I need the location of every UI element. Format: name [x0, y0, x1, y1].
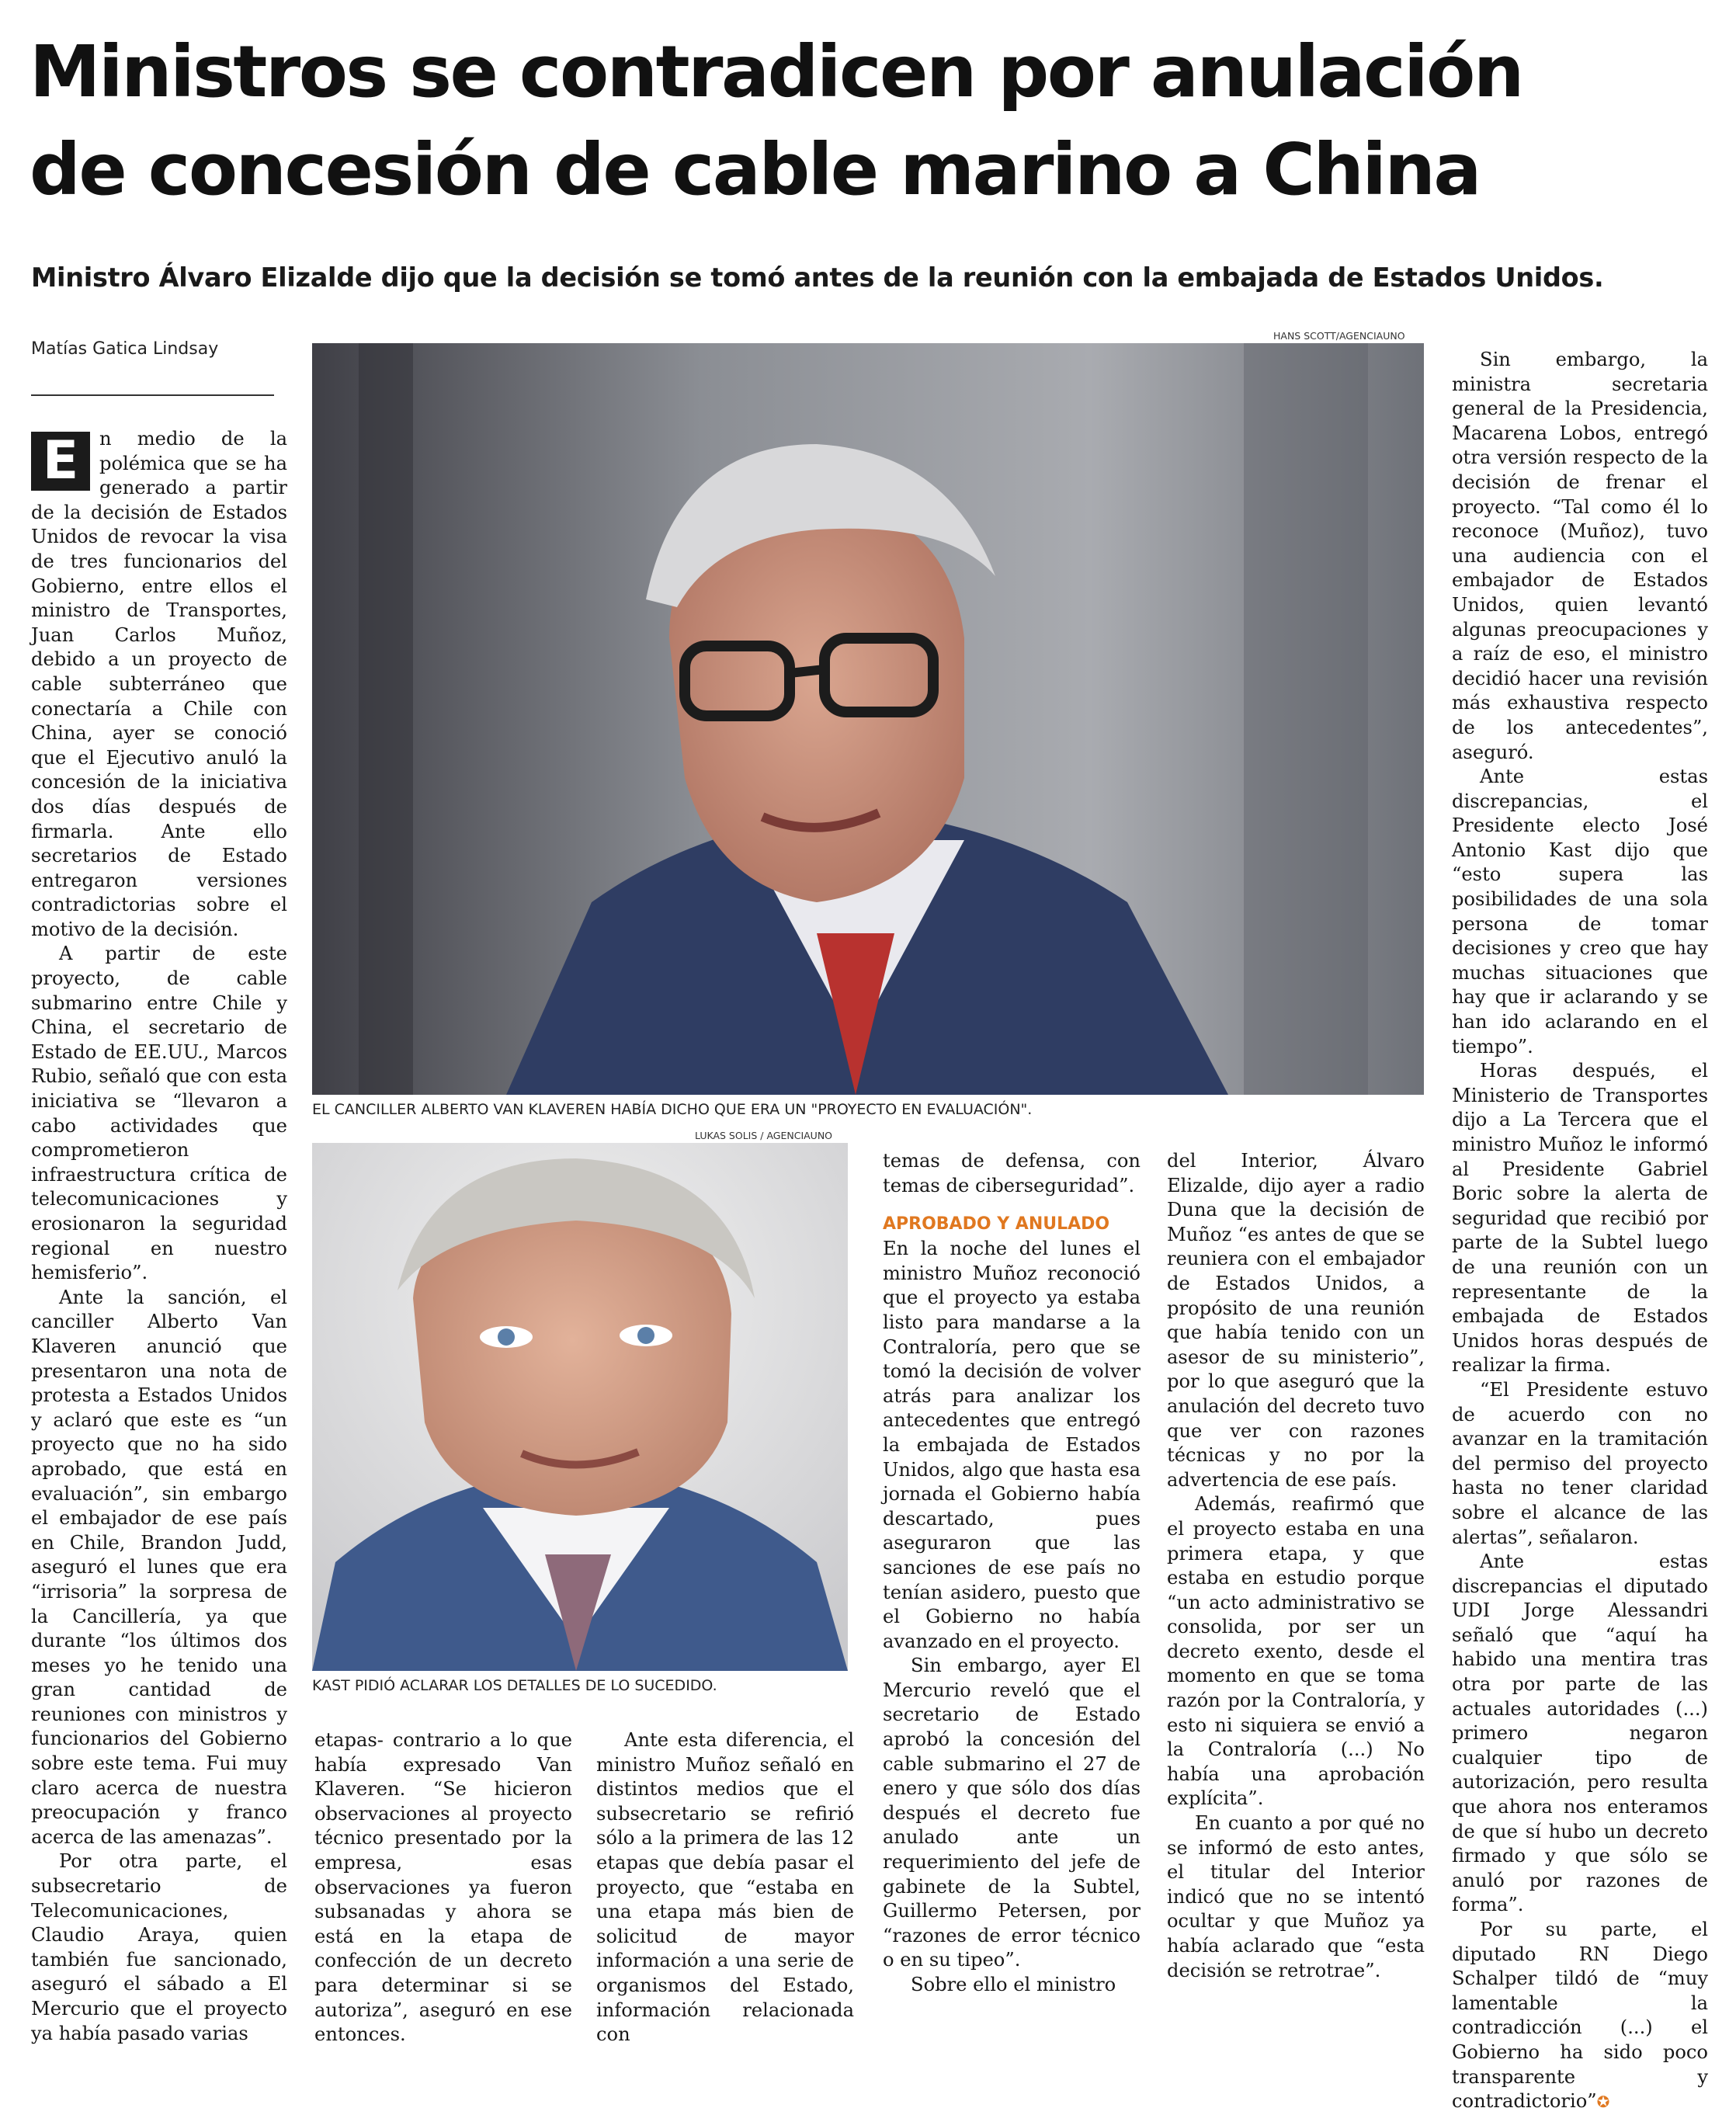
paragraph: Sin embargo, la ministra secretaria general de la Presidencia, Macarena Lobos, entregó otra versión respecto de la decisión de frenar el proyecto. “Tal como él lo reconoce (Muñoz), tuvo una audiencia con el embajador de Estados Unidos, quien levantó algunas preocupaciones y a raíz de eso, el ministro decidió hacer una revisión más exhaustiva respecto de los antecedentes”, aseguró. — [1452, 349, 1708, 763]
paragraph: Sin embargo, ayer El Mercurio reveló que el secretario de Estado aprobó la concesión del cable submarino el 27 de enero y que sólo dos días después el decreto fue anulado ante un requerimiento del jefe de gabinete de la Subtel, Guillermo Petersen, por “razones de error técnico o en su tipeo”. — [883, 1655, 1141, 1971]
paragraph: Ante esta diferencia, el ministro Muñoz señaló en distintos medios que el subsecretario se refirió sólo a la primera de las 12 etapas que debía pasar el proyecto, que “estaba en una etapa más bien de solicitud de mayor información a una serie de organismos del Estado, información relacionada con — [596, 1729, 854, 2046]
paragraph: Horas después, el Ministerio de Transportes dijo a La Tercera que el ministro Muñoz le informó al Presidente Gabriel Boric sobre la alerta de seguridad que recibió por parte de la Subtel luego de una reunión con un representante de la embajada de Estados Unidos horas después de realizar la firma. — [1452, 1060, 1708, 1377]
headline — [30, 23, 1714, 219]
paragraph-3: Ante la sanción, el canciller Alberto Van Klaveren anunció que presentaron una nota de protesta a Estados Unidos y aclaró que este es “un proyecto que no ha sido aprobado, que está en evaluación”, sin embargo el embajador de ese país en Chile, Brandon Judd, aseguró el lunes que era “irrisoria” la sorpresa de la Cancillería, ya que durante “los últimos dos meses yo he tenido una gran cantidad de reuniones con ministros y funcionarios del Gobierno sobre este tema. Fui muy claro acerca de nuestra preocupación y franco acerca de las amenazas”. — [31, 1286, 287, 1848]
paragraph-2: A partir de este proyecto, de cable submarino entre Chile y China, el secretario de Estado de EE.UU., Marcos Rubio, señaló que con esta iniciativa se “llevaron a cabo actividades que comprometieron infraestructura crítica de telecomunicaciones y erosionaron la seguridad regional en nuestro hemisferio”. — [31, 943, 287, 1284]
drop-cap: E — [31, 432, 90, 491]
paragraph-continued: temas de defensa, con temas de ciberseguridad”. — [883, 1150, 1141, 1196]
photo1-credit: HANS SCOTT/AGENCIAUNO — [1273, 330, 1405, 342]
photo-van-klaveren — [312, 343, 1424, 1095]
paragraph-4: Por otra parte, el subsecretario de Telecomunicaciones, Claudio Araya, quien también fue sancionado, aseguró el sábado a El Mercurio que el proyecto ya había pasado varias — [31, 1850, 287, 2044]
photo2-caption: KAST PIDIÓ ACLARAR LOS DETALLES DE LO SUCEDIDO. — [312, 1677, 717, 1694]
article-column-2 — [314, 1728, 572, 2047]
end-mark-icon: ✪ — [1596, 2092, 1610, 2112]
paragraph: En cuanto a por qué no se informó de esto antes, el titular del Interior indicó que no se intentó ocultar y que Muñoz ya había aclarado que “esta decisión se retrotrae”. — [1167, 1812, 1425, 1981]
paragraph: Ante estas discrepancias el diputado UDI Jorge Alessandri señaló que “aquí ha habido una mentira tras otra por parte de las actuales autoridades (...) primero negaron cualquier tipo de autorización, pero resulta que ahora nos enteramos de que sí hubo un decreto firmado y que sólo se anuló por razones de forma”. — [1452, 1551, 1708, 1916]
article-column-1 — [31, 427, 287, 2046]
portrait-van-klaveren-image — [312, 343, 1424, 1095]
paragraph: Ante estas discrepancias, el Presidente electo José Antonio Kast dijo que “esto supera las posibilidades de una sola persona de tomar decisiones y creo que hay muchas situaciones que hay que ir aclarando y se han ido aclarando en el tiempo”. — [1452, 766, 1708, 1058]
paragraph: Por su parte, el diputado RN Diego Schalper tildó de “muy lamentable la contradicción (...) el Gobierno ha sido poco transparente y contradictorio”✪ — [1452, 1919, 1708, 2113]
paragraph: “El Presidente estuvo de acuerdo con no avanzar en la tramitación del permiso del proyecto hasta no tener claridad sobre el alcance de las alertas”, señalaron. — [1452, 1378, 1708, 1548]
article-column-6 — [1452, 348, 1708, 2115]
byline-rule — [31, 394, 274, 396]
paragraph: Sobre ello el ministro — [911, 1974, 1116, 1995]
paragraph: En la noche del lunes el ministro Muñoz reconoció que el proyecto ya estaba listo para mandarse a la Contraloría, pero que se tomó la decisión de volver atrás para analizar los antecedentes que entregó la embajada de Estados Unidos, algo que hasta esa jornada el Gobierno había descartado, pues aseguraron que las sanciones de ese país no tenían asidero, puesto que el Gobierno no había avanzado en el proyecto. — [883, 1238, 1141, 1652]
article-column-5 — [1167, 1149, 1425, 1983]
byline: Matías Gatica Lindsay — [31, 339, 219, 359]
paragraph: Además, reafirmó que el proyecto estaba en una primera etapa, y que estaba en estudio porque “un acto administrativo se consolida, por ser un decreto exento, desde el momento en que se toma razón por la Contraloría, y esto ni siquiera se envió a la Contraloría (...) No había una aprobación explícita”. — [1167, 1493, 1425, 1810]
article-column-4 — [883, 1149, 1141, 1998]
photo2-credit: LUKAS SOLIS / AGENCIAUNO — [695, 1130, 833, 1141]
paragraph-continued: etapas- contrario a lo que había expresado Van Klaveren. “Se hicieron observaciones al proyecto técnico presentado por la empresa, esas observaciones ya fueron subsanadas y ahora se está en la etapa de confección de un decreto para determinar si se autoriza”, aseguró en ese entonces. — [314, 1729, 572, 2046]
headline-line-2: de concesión de cable marino a China — [30, 128, 1481, 211]
headline-line-1: Ministros se contradicen por anulación — [30, 30, 1522, 113]
photo-kast — [312, 1143, 848, 1671]
deck-subtitle: Ministro Álvaro Elizalde dijo que la decisión se tomó antes de la reunión con la embajada de Estados Unidos. — [31, 262, 1604, 293]
article-column-3 — [596, 1728, 854, 2047]
section-subhead: APROBADO Y ANULADO — [883, 1214, 1110, 1235]
paragraph-1: E n medio de la polémica que se ha generado a partir de la decisión de Estados Unidos de revocar la visa de tres funcionarios del Gobierno, entre ellos el ministro de Transportes, Juan Carlos Muñoz, debido a un proyecto de cable subterráneo que conectaría a Chile con China, ayer se conoció que el Ejecutivo anuló la concesión de la iniciativa dos días después de firmarla. Ante ello secretarios de Estado entregaron versiones contradictorias sobre el motivo de la decisión. — [31, 428, 287, 940]
paragraph-continued: del Interior, Álvaro Elizalde, dijo ayer a radio Duna que la decisión de Muñoz “es antes de que se reuniera con el embajador de Estados Unidos, a propósito de una reunión que había tenido con un asesor de su ministerio”, por lo que aseguró que la anulación del decreto tuvo que ver con razones técnicas y no por la advertencia de ese país. — [1167, 1150, 1425, 1491]
portrait-kast-image — [312, 1143, 848, 1671]
photo1-caption: EL CANCILLER ALBERTO VAN KLAVEREN HABÍA DICHO QUE ERA UN "PROYECTO EN EVALUACIÓN". — [312, 1101, 1033, 1118]
